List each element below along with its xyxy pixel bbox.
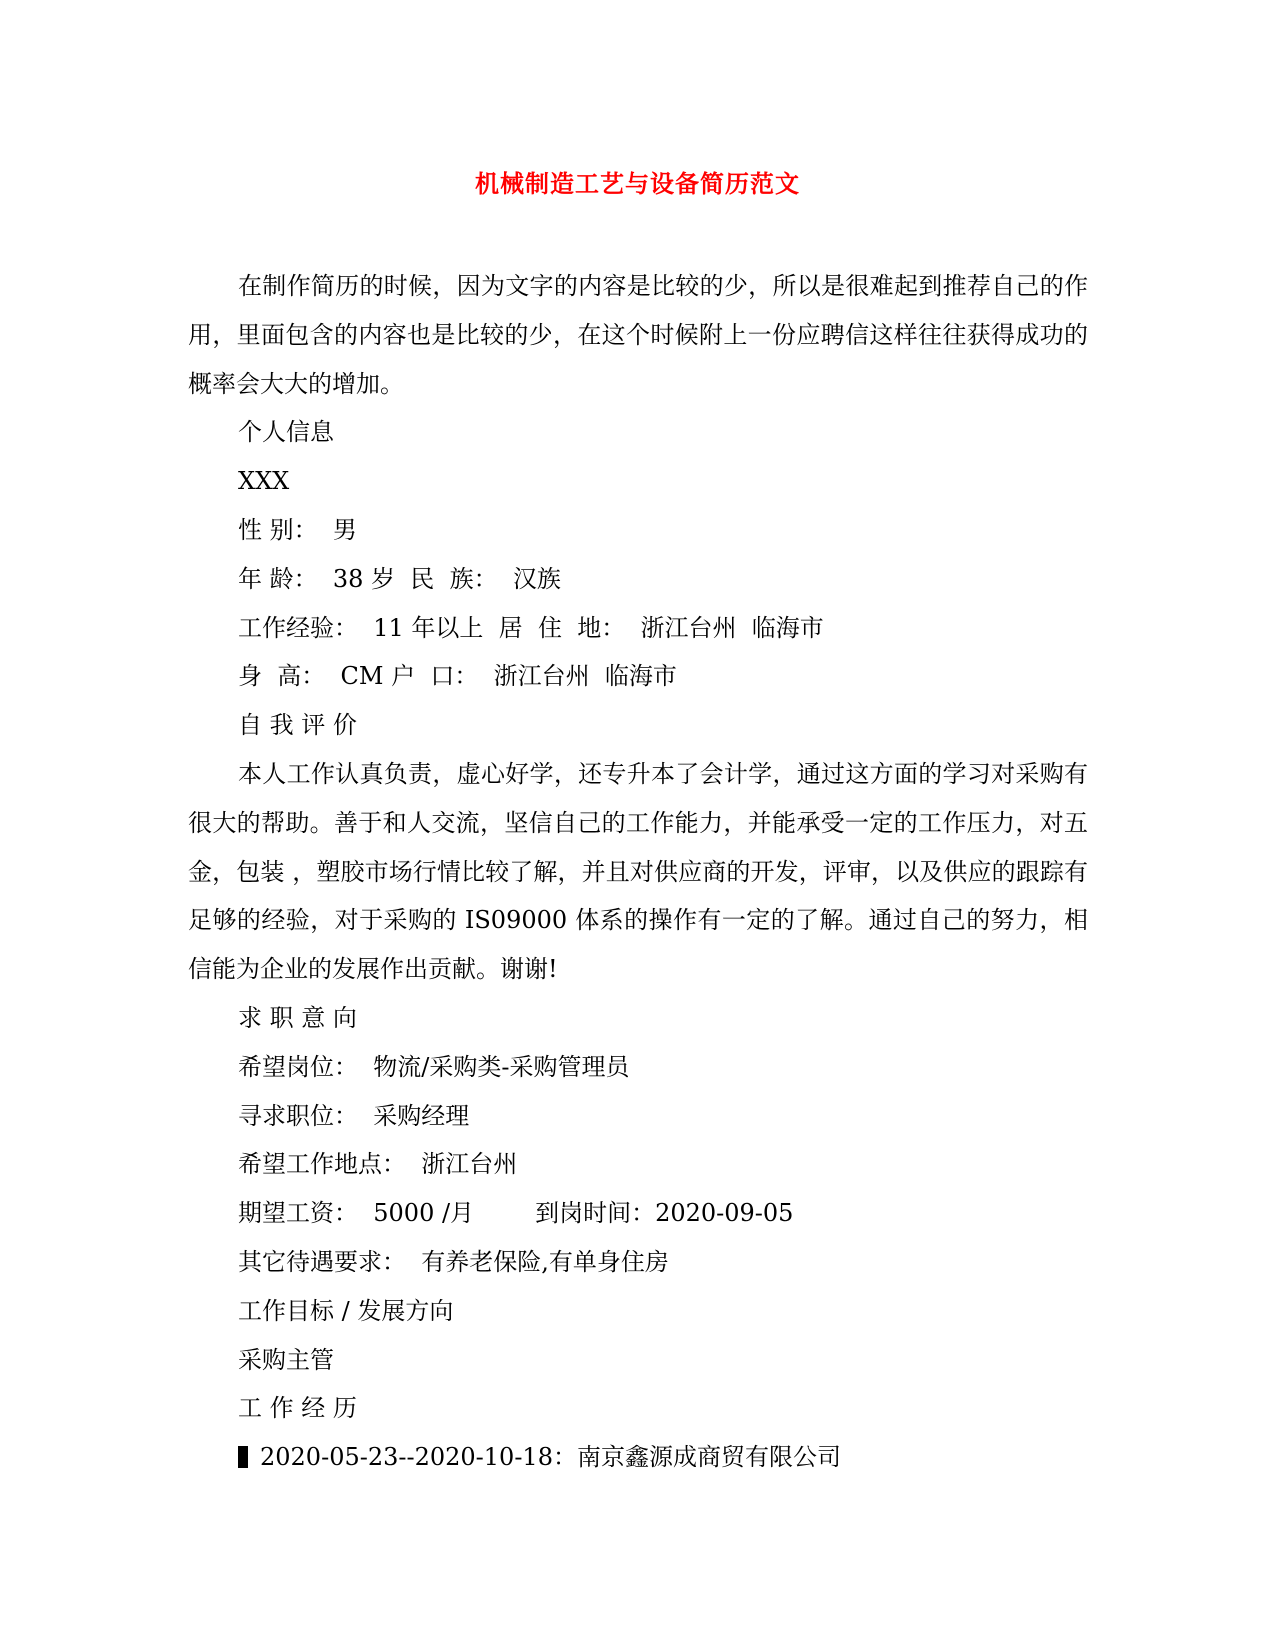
name-line: XXX [238,467,290,496]
personal-info-heading: 个人信息 [238,418,334,447]
self-evaluation-paragraph: 本人工作认真负责，虚心好学，还专升本了会计学，通过这方面的学习对采购有很大的帮助。善于和人交流，坚信自己的工作能力，并能承受一定的工作压力，对五金，包装 ，塑胶市场行情比较了解，并且对供应商的开发，评审，以及供应的跟踪有足够的经验，对于采购的 IS09000 体系的操作有一定的了解。通过自己的努力，相信能为企业的发展作出贡献。谢谢! [188,759,1088,984]
desired-location-line: 希望工作地点： 浙江台州 [238,1150,518,1179]
goal-text: 采购主管 [238,1345,334,1374]
work-history-heading: 工 作 经 历 [238,1394,357,1423]
other-benefits-line: 其它待遇要求： 有养老保险,有单身住房 [238,1247,669,1276]
height-hukou-line: 身 高： CM 户 口： 浙江台州 临海市 [238,662,677,691]
self-evaluation-heading: 自 我 评 价 [238,711,357,740]
age-ethnicity-line: 年 龄： 38 岁 民 族： 汉族 [238,564,561,593]
work-history-entry-text: 2020-05-23--2020-10-18：南京鑫源成商贸有限公司 [260,1443,841,1472]
document-body [188,262,1088,1482]
salary-start-line: 期望工资： 5000 /月 到岗时间：2020-09-05 [238,1199,794,1228]
gender-line: 性 别： 男 [238,515,357,544]
document-title: 机械制造工艺与设备简历范文 [475,169,800,198]
bullet-marker-icon [238,1446,248,1468]
job-intention-heading: 求 职 意 向 [238,1003,357,1032]
seeking-role-line: 寻求职位： 采购经理 [238,1101,470,1130]
work-history-entry [188,1433,1088,1482]
desired-position-line: 希望岗位： 物流/采购类-采购管理员 [238,1052,630,1081]
experience-residence-line: 工作经验： 11 年以上 居 住 地： 浙江台州 临海市 [238,613,824,642]
intro-paragraph: 在制作简历的时候，因为文字的内容是比较的少，所以是很难起到推荐自己的作用，里面包含的内容也是比较的少，在这个时候附上一份应聘信这样往往获得成功的概率会大大的增加。 [188,272,1088,398]
goal-heading: 工作目标 / 发展方向 [238,1296,454,1325]
